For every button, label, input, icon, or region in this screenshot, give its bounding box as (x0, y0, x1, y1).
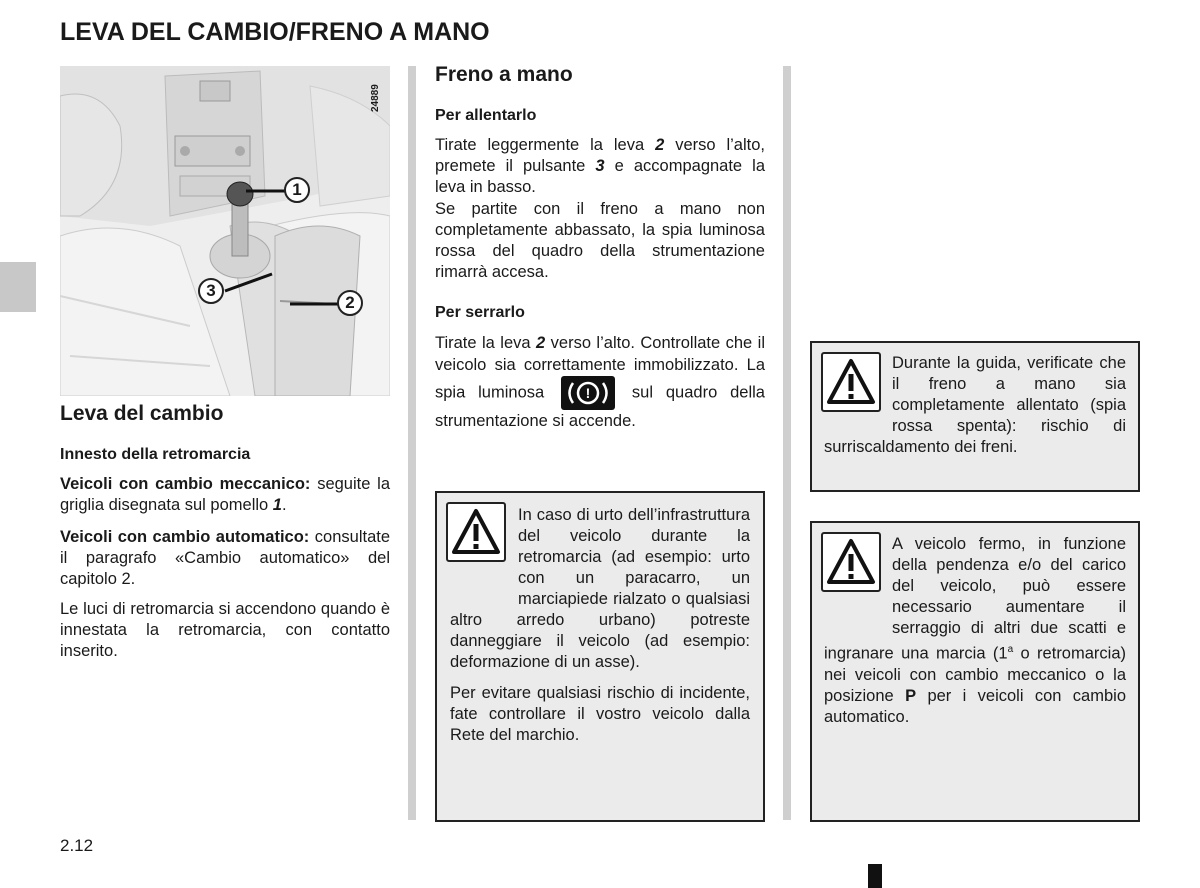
leva-paragraph-2: Veicoli con cambio automatico: consultate il paragrafo «Cambio automatico» del capitolo 2. (60, 528, 391, 588)
section-tab (0, 262, 36, 312)
callout-2: 2 (337, 290, 363, 316)
serrarlo-heading: Per serrarlo (435, 304, 525, 321)
warning-urto-text-1: In caso di urto dell’infrastruttura del veicolo durante la retromarcia (ad esempio: urto con un paracarro, un marciapiede rialzato o qualsiasi altro arredo urbano) potreste danneggiare il veicolo (ad esempio: deformazione di un asse). (450, 506, 750, 671)
column-divider-right (783, 66, 791, 820)
handbrake-warning-light-icon (561, 376, 615, 410)
leva-paragraph-1: Veicoli con cambio meccanico: seguite la griglia disegnata sul pomello 1. (60, 475, 390, 514)
figure-code: 24889 (370, 84, 381, 112)
allentarlo-note: Se partite con il freno a mano non completamente abbassato, la spia luminosa rossa del quadro della strumentazione rimarrà accesa. (435, 200, 765, 281)
leva-paragraph-3: Le luci di retromarcia si accendono quando è innestata la retromarcia, con contatto inserito. (60, 600, 390, 660)
warning-urto-text-2: Per evitare qualsiasi rischio di incidente, fate controllare il vostro veicolo dalla Rete del marchio. (450, 684, 750, 744)
callout-1: 1 (284, 177, 310, 203)
leva-heading: Leva del cambio (60, 402, 224, 425)
allentarlo-paragraph: Tirate leggermente la leva 2 verso l’alto, premete il pulsante 3 e accompagnate la leva in basso. (435, 136, 766, 196)
callout-3: 3 (198, 278, 224, 304)
serrarlo-paragraph: Tirate la leva 2 verso l’alto. Controllate che il veicolo sia correttamente immobilizzato. La spia luminosa ! sul quadro della strumentazione si accende. (435, 334, 766, 430)
warning-guida-text: Durante la guida, verificate che il freno a mano sia completamente allentato (spia rossa spenta): rischio di surriscaldamento dei freni. (824, 354, 1126, 456)
freno-heading: Freno a mano (435, 63, 573, 86)
leva-subheading: Innesto della retromarcia (60, 446, 251, 463)
page-number: 2.12 (60, 836, 94, 855)
svg-text:!: ! (585, 385, 591, 401)
page-title: LEVA DEL CAMBIO/FRENO A MANO (60, 18, 490, 46)
page-edge-marker (868, 864, 882, 888)
warning-veicolo-fermo-text: A veicolo fermo, in funzione della pendenza e/o del carico del veicolo, può essere necessario aumentare il serraggio di altri due scatti e ingranare una marcia (1$^a$ o retromarcia) nei veicoli con cambio meccanico o la posizione P per i veicoli con cambio automatico. (824, 535, 1126, 726)
allentarlo-heading: Per allentarlo (435, 107, 537, 124)
column-divider-left (408, 66, 416, 820)
gear-lever-illustration (60, 66, 390, 396)
